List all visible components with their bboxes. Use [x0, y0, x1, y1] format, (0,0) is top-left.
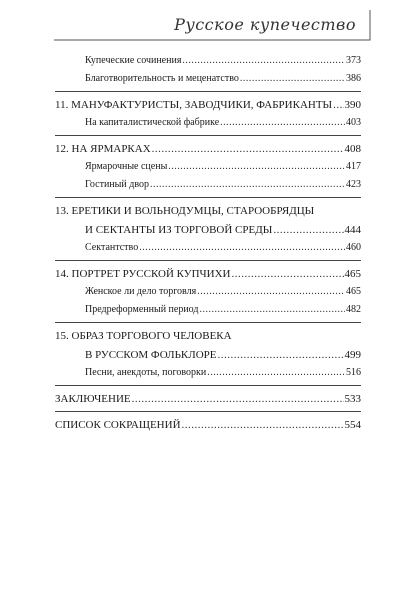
- dot-leader: [232, 268, 344, 280]
- toc-page-number: 386: [346, 73, 361, 84]
- toc-entry-title: Женское ли дело торговля: [85, 286, 197, 297]
- toc-entry-title: Предреформенный период: [85, 304, 199, 315]
- toc-entry: [55, 179, 361, 191]
- toc-entry: [55, 242, 361, 254]
- toc-page-number: 373: [346, 55, 361, 66]
- toc-entry: [55, 268, 361, 280]
- toc-entry-title: 12. НА ЯРМАРКАХ: [55, 143, 151, 155]
- dot-leader: [273, 224, 343, 236]
- dot-leader: [218, 349, 344, 361]
- toc-entry: [55, 99, 361, 111]
- dot-leader: [182, 55, 345, 67]
- toc-entry: [55, 286, 361, 298]
- dot-leader: [152, 143, 344, 155]
- toc-entry-title: В РУССКОМ ФОЛЬКЛОРЕ: [85, 349, 217, 361]
- dot-leader: [132, 393, 344, 405]
- toc-page-number: 482: [346, 304, 361, 315]
- toc-entry: [55, 393, 361, 405]
- toc-entry-title: Купеческие сочинения: [85, 55, 182, 66]
- toc-entry: [55, 161, 361, 173]
- toc-entry-title: 14. ПОРТРЕТ РУССКОЙ КУПЧИХИ: [55, 268, 231, 280]
- toc-page-number: 423: [346, 179, 361, 190]
- toc-entry-title: 11. МАНУФАКТУРИСТЫ, ЗАВОДЧИКИ, ФАБРИКАНТЫ: [55, 99, 333, 111]
- toc-entry: [55, 349, 361, 361]
- toc-page-number: 444: [344, 224, 361, 236]
- running-head: [0, 0, 416, 54]
- toc-entry-title: 13. ЕРЕТИКИ И ВОЛЬНОДУМЦЫ, СТАРООБРЯДЦЫ: [55, 205, 315, 217]
- toc-entry: [55, 367, 361, 379]
- dot-leader: [197, 286, 345, 298]
- dot-leader: [333, 99, 343, 111]
- section-divider: [55, 135, 361, 136]
- dot-leader: [182, 419, 344, 431]
- toc-page-number: 408: [344, 143, 361, 155]
- toc-entry: [55, 419, 361, 431]
- dot-leader: [207, 367, 345, 379]
- dot-leader: [200, 304, 346, 316]
- toc-entry: [55, 55, 361, 67]
- toc-entry-title: Благотворительность и меценатство: [85, 73, 239, 84]
- toc-entry-title: Песни, анекдоты, поговорки: [85, 367, 207, 378]
- dot-leader: [168, 161, 345, 173]
- toc-entry-title: И СЕКТАНТЫ ИЗ ТОРГОВОЙ СРЕДЫ: [85, 224, 273, 236]
- toc-entry: [55, 330, 361, 342]
- toc-entry: [55, 143, 361, 155]
- section-divider: [55, 197, 361, 198]
- toc-entry: [55, 117, 361, 129]
- header-corner-line: [356, 10, 370, 40]
- dot-leader: [220, 117, 345, 129]
- toc-entry: [55, 224, 361, 236]
- toc-page-number: 516: [346, 367, 361, 378]
- dot-leader: [240, 73, 345, 85]
- toc-entry-title: 15. ОБРАЗ ТОРГОВОГО ЧЕЛОВЕКА: [55, 330, 232, 342]
- toc-entry-title: Ярмарочные сцены: [85, 161, 168, 172]
- toc-page-number: 533: [344, 393, 361, 405]
- toc-entry-title: На капиталистической фабрике: [85, 117, 220, 128]
- toc-page-number: 403: [346, 117, 361, 128]
- toc-page-number: 554: [344, 419, 361, 431]
- toc-entry: [55, 205, 361, 217]
- dot-leader: [150, 179, 345, 191]
- toc-page-number: 390: [344, 99, 361, 111]
- toc-entry-title: СПИСОК СОКРАЩЕНИЙ: [55, 419, 181, 431]
- toc-entry: [55, 304, 361, 316]
- toc-entry-title: ЗАКЛЮЧЕНИЕ: [55, 393, 131, 405]
- dot-leader: [139, 242, 345, 254]
- table-of-contents: [55, 49, 361, 431]
- toc-page-number: 465: [344, 268, 361, 280]
- section-divider: [55, 385, 361, 386]
- section-divider: [55, 322, 361, 323]
- toc-page-number: 460: [346, 242, 361, 253]
- section-divider: [55, 91, 361, 92]
- toc-page-number: 465: [346, 286, 361, 297]
- toc-page-number: 499: [344, 349, 361, 361]
- toc-entry: [55, 73, 361, 85]
- running-title: Русское купечество: [174, 15, 356, 34]
- section-divider: [55, 260, 361, 261]
- section-divider: [55, 411, 361, 412]
- toc-entry-title: Сектантство: [85, 242, 139, 253]
- toc-page-number: 417: [346, 161, 361, 172]
- toc-entry-title: Гостиный двор: [85, 179, 149, 190]
